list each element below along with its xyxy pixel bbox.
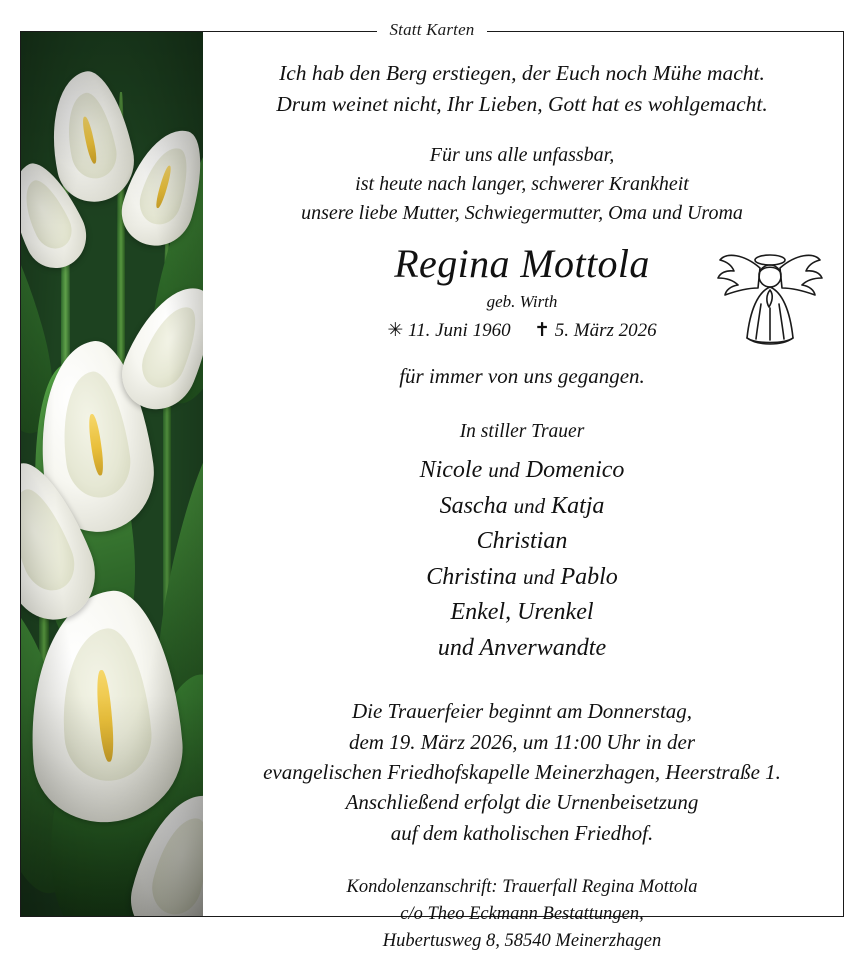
condolence-line-3: Hubertusweg 8, 58540 Meinerzhagen [382,930,662,951]
mourner-conj: und [488,458,520,483]
mourner-second: Domenico [525,457,625,484]
mourners-list [222,453,822,666]
verse-line-1: Ich hab den Berg erstiegen, der Euch noch Mühe macht. [279,61,765,85]
list-item [222,524,822,560]
intro-line-3: unsere liebe Mutter, Schwiegermutter, Oma und Uroma [301,202,743,225]
mourning-heading: In stiller Trauer [459,421,585,443]
birth-symbol-icon: ✳ [387,320,404,342]
mourner-first: und Anverwandte [437,634,607,661]
obituary-text [210,42,834,951]
calla-lily-photo [21,32,203,916]
mourner-first: Christina [426,563,517,590]
list-item [222,489,822,525]
mourner-second: Katja [551,492,605,519]
condolence-address [222,874,822,954]
list-item [222,595,822,631]
condolence-line-1: Kondolenzanschrift: Trauerfall Regina Mottola [346,877,698,898]
photo-vignette [21,32,203,916]
ceremony-line-2: dem 19. März 2026, um 11:00 Uhr in der [348,729,696,754]
death-date: 5. März 2026 [554,320,657,342]
mourner-conj: und [522,564,555,589]
verse [222,58,822,119]
birth-date: 11. Juni 1960 [408,320,511,342]
condolence-line-2: c/o Theo Eckmann Bestattungen, [400,904,644,925]
intro-line-1: Für uns alle unfassbar, [429,144,615,167]
ceremony-line-1: Die Trauerfeier beginnt am Donnerstag, [351,699,693,724]
list-item [222,453,822,489]
list-item [222,631,822,667]
ceremony-line-3: evangelischen Friedhofskapelle Meinerzhagen, Heerstraße 1. [263,760,781,784]
maiden-name: geb. Wirth [486,292,558,312]
farewell-line: für immer von uns gegangen. [399,364,645,389]
mourner-conj: und [513,493,546,518]
ceremony-line-5: auf dem katholischen Friedhof. [390,820,654,845]
mourner-first: Nicole [419,457,483,484]
mourner-first: Enkel, Urenkel [450,599,594,626]
intro [222,141,822,228]
mourner-first: Sascha [439,492,508,519]
mourner-second: Pablo [560,563,618,590]
deceased-block [222,242,822,342]
ceremony-line-4: Anschließend erfolgt die Urnenbeisetzung [345,790,699,815]
intro-line-2: ist heute nach langer, schwerer Krankheit [355,173,689,196]
cross-symbol-icon: ✝ [534,320,551,342]
mourner-first: Christian [476,528,568,555]
praying-angel-icon [714,238,826,360]
list-item [222,560,822,596]
verse-line-2: Drum weinet nicht, Ihr Lieben, Gott hat es wohlgemacht. [276,91,768,116]
deceased-name: Regina Mottola [394,241,650,287]
banner-label: Statt Karten [377,20,486,40]
ceremony-details [222,696,822,848]
